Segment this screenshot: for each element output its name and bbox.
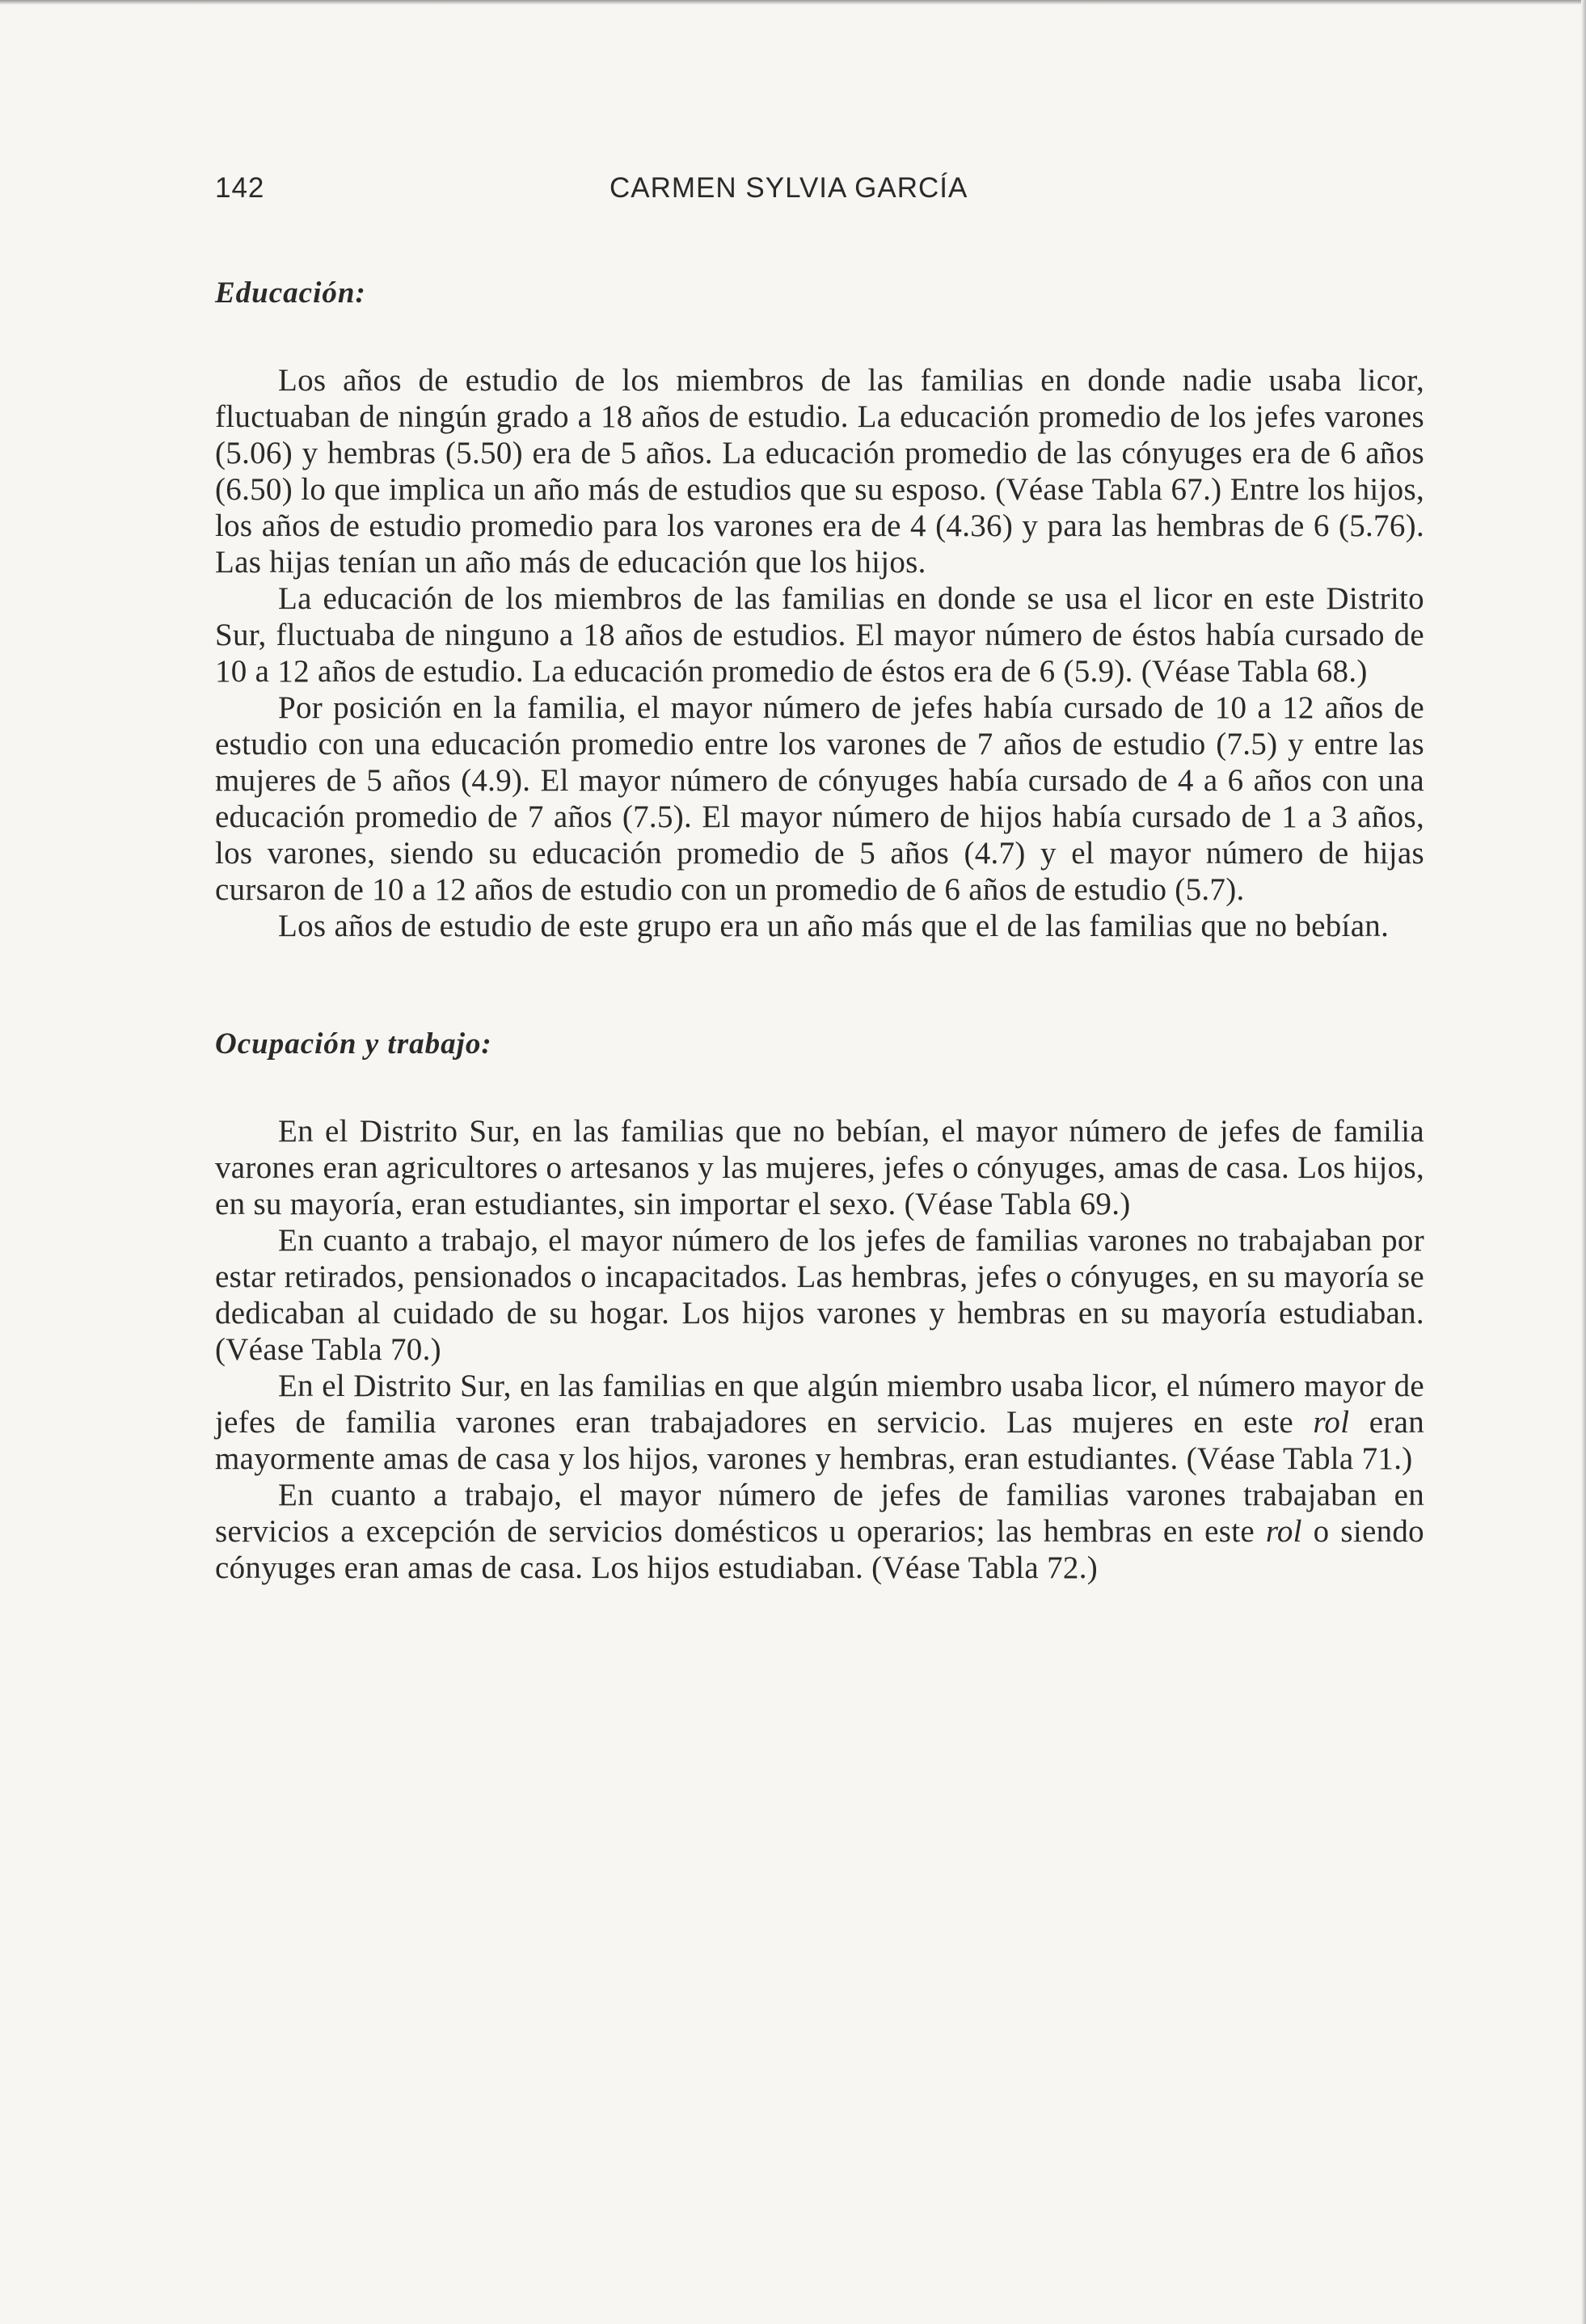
paragraph: En cuanto a trabajo, el mayor número de los jefes de familias varones no trabajaban por estar retirados, pensionados o incapacitados. Las hembras, jefes o cónyuges, en su mayoría se dedicaban al cuidado de su hogar. Los hijos varones y hembras en su mayoría estudiaban. (Véase Tabla 70.) <box>215 1223 1424 1367</box>
book-page <box>215 166 1424 1586</box>
section-ocupacion-y-trabajo <box>215 1027 1424 1586</box>
italic-term: rol <box>1265 1514 1302 1549</box>
page-number: 142 <box>215 172 265 204</box>
section-heading-educacion: Educación: <box>215 276 366 310</box>
paragraph <box>215 1368 1424 1477</box>
scan-edge-top <box>0 0 1586 5</box>
running-title: CARMEN SYLVIA GARCÍA <box>610 172 968 204</box>
scan-edge-right <box>1581 0 1586 2324</box>
paragraph: Los años de estudio de este grupo era un año más que el de las familias que no bebían. <box>278 909 1390 943</box>
paragraph: En el Distrito Sur, en las familias que no bebían, el mayor número de jefes de familia varones eran agricultores o artesanos y las mujeres, jefes o cónyuges, amas de casa. Los hijos, en su mayoría, eran estudiantes, sin importar el sexo. (Véase Tabla 69.) <box>215 1114 1424 1221</box>
italic-term: rol <box>1313 1405 1350 1440</box>
paragraph-text: En cuanto a trabajo, el mayor número de jefes de familias varones trabajaban en servicios a excepción de servicios domésticos u operarios; las hembras en este <box>215 1478 1424 1549</box>
paragraph-text: En el Distrito Sur, en las familias en que algún miembro usaba licor, el número mayor de jefes de familia varones eran trabajadores en servicio. Las mujeres en este <box>215 1369 1424 1440</box>
section-educacion <box>215 276 1424 944</box>
paragraph-text: eran mayormente amas de casa y los hijos, varones y hembras, eran estudiantes. (Véase Tabla 71.) <box>215 1405 1425 1476</box>
section-heading-ocupacion: Ocupación y trabajo: <box>215 1027 492 1061</box>
paragraph: La educación de los miembros de las familias en donde se usa el licor en este Distrito Sur, fluctuaba de ninguno a 18 años de estudios. El mayor número de éstos había cursado de 10 a 12 años de estudio. La educación promedio de éstos era de 6 (5.9). (Véase Tabla 68.) <box>215 581 1424 689</box>
paragraph: Por posición en la familia, el mayor número de jefes había cursado de 10 a 12 años de estudio con una educación promedio entre los varones de 7 años de estudio (7.5) y entre las mujeres de 5 años (4.9). El mayor número de cónyuges había cursado de 4 a 6 años con una educación promedio de 7 años (7.5). El mayor número de hijos había cursado de 1 a 3 años, los varones, siendo su educación promedio de 5 años (4.7) y el mayor número de hijas cursaron de 10 a 12 años de estudio con un promedio de 6 años de estudio (5.7). <box>215 690 1424 907</box>
paragraph: Los años de estudio de los miembros de las familias en donde nadie usaba licor, fluctuaban de ningún grado a 18 años de estudio. La educación promedio de los jefes varones (5.06) y hembras (5.50) era de 5 años. La educación promedio de las cónyuges era de 6 años (6.50) lo que implica un año más de estudios que su esposo. (Véase Tabla 67.) Entre los hijos, los años de estudio promedio para los varones era de 4 (4.36) y para las hembras de 6 (5.76). Las hijas tenían un año más de educación que los hijos. <box>215 363 1424 580</box>
running-head <box>215 166 1424 214</box>
paragraph <box>215 1477 1424 1586</box>
paragraph-text: o siendo cónyuges eran amas de casa. Los hijos estudiaban. (Véase Tabla 72.) <box>215 1514 1424 1585</box>
